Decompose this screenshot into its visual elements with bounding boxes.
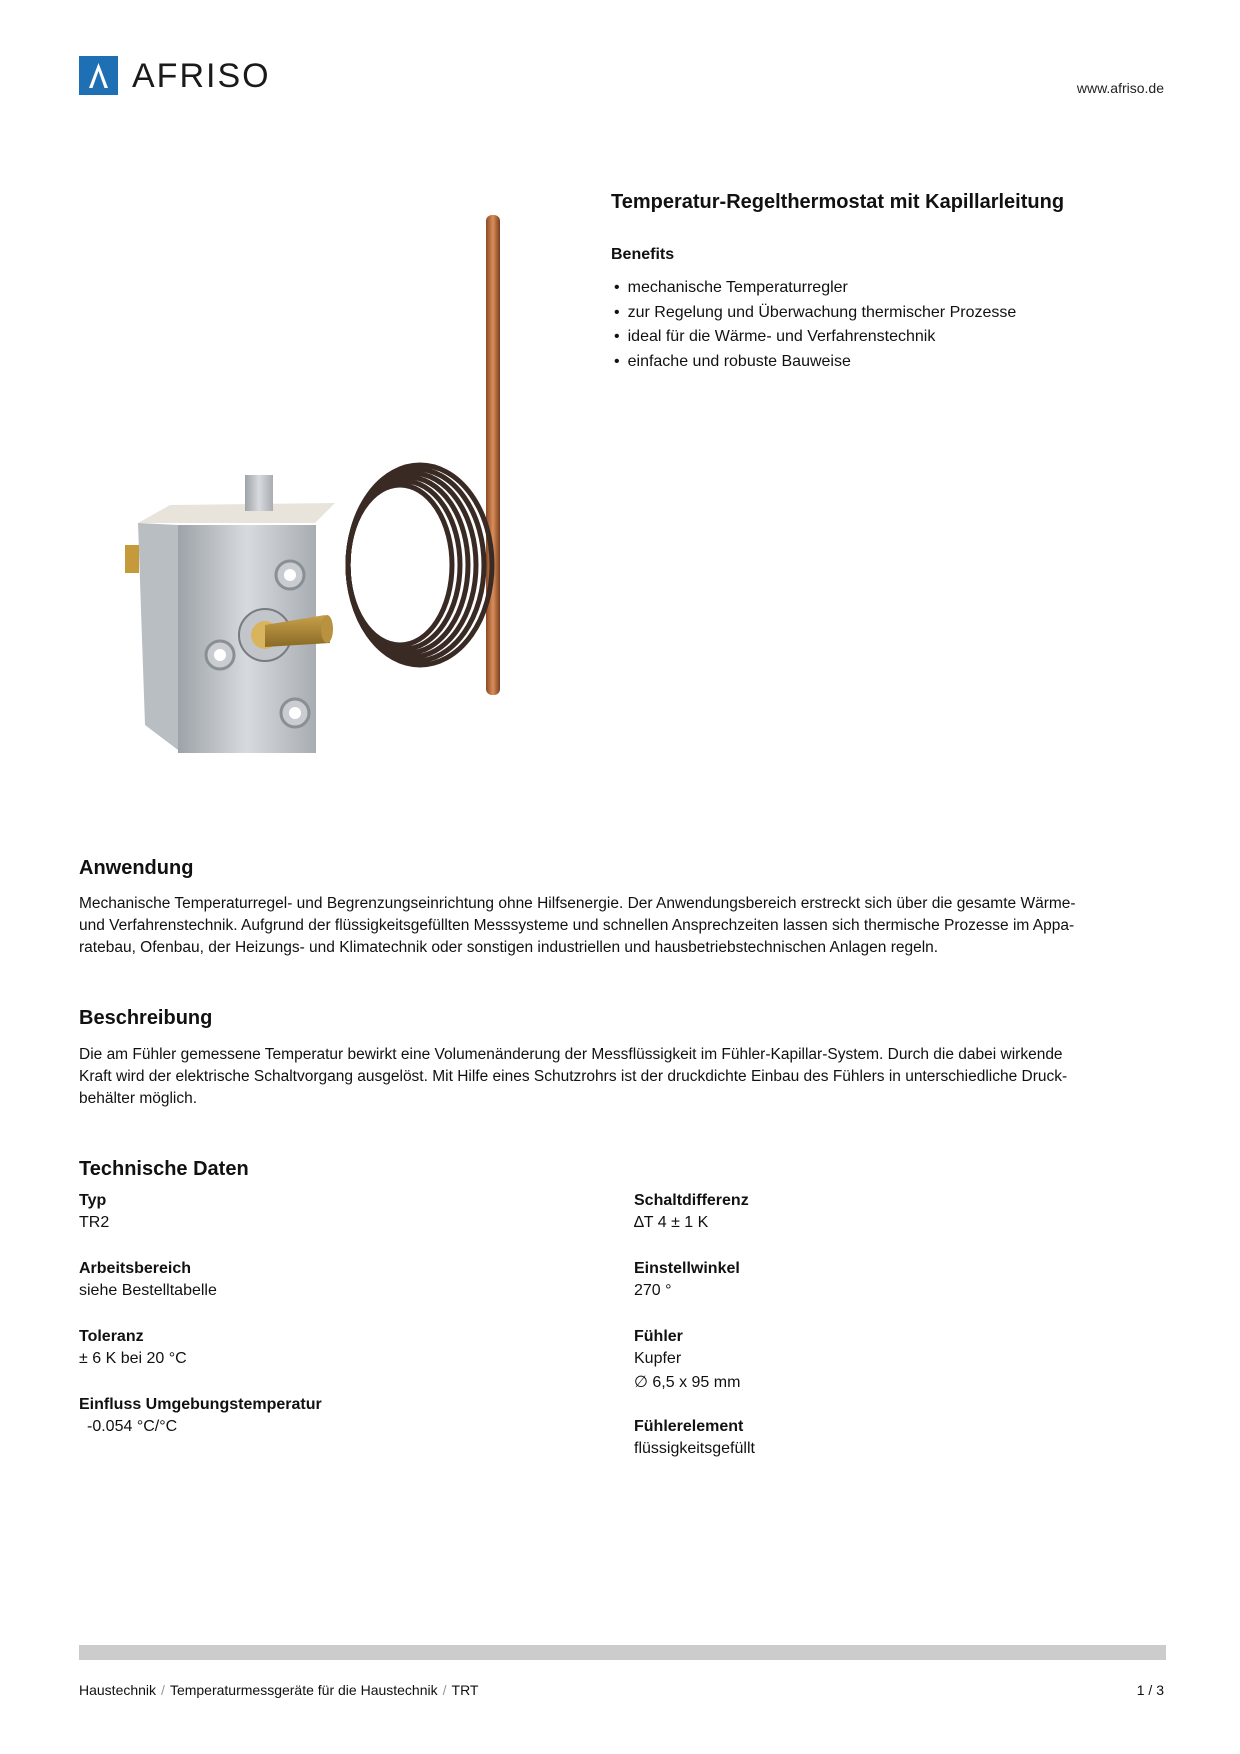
breadcrumb-item[interactable]: Temperaturmessgeräte für die Haustechnik <box>169 1682 438 1698</box>
anwendung-line: Mechanische Temperaturregel- und Begrenzungseinrichtung ohne Hilfsenergie. Der Anwendungsbereich erstreckt sich über die gesamte Wärme- <box>79 895 1076 912</box>
spec-value-arbeitsbereich: siehe Bestelltabelle <box>79 1282 217 1299</box>
benefit-item: • einfache und robuste Bauweise <box>614 350 1016 375</box>
product-image <box>120 205 520 765</box>
beschreibung-heading: Beschreibung <box>79 1007 213 1029</box>
spec-value-toleranz: ± 6 K bei 20 °C <box>79 1350 187 1367</box>
breadcrumb-item[interactable]: TRT <box>451 1682 479 1698</box>
product-title: Temperatur-Regelthermostat mit Kapillarleitung <box>611 191 1065 213</box>
benefits-heading: Benefits <box>611 246 675 263</box>
benefit-item: • zur Regelung und Überwachung thermischer Prozesse <box>614 301 1016 326</box>
technische-daten-heading: Technische Daten <box>79 1158 249 1180</box>
spec-label-schaltdifferenz: Schaltdifferenz <box>634 1192 749 1209</box>
anwendung-line: ratebau, Ofenbau, der Heizungs- und Klimatechnik oder sonstigen industriellen und hausbetriebstechnischen Anlagen regeln. <box>79 939 939 956</box>
page-number: 1 / 3 <box>1136 1682 1164 1698</box>
spec-label-arbeitsbereich: Arbeitsbereich <box>79 1260 192 1277</box>
benefit-item: • mechanische Temperaturregler <box>614 276 1016 301</box>
anwendung-line: und Verfahrenstechnik. Aufgrund der flüssigkeitsgefüllten Messsysteme und schnellen Ansprechzeiten lassen sich thermische Prozesse im Appa- <box>79 917 1075 934</box>
spec-label-einstellwinkel: Einstellwinkel <box>634 1260 740 1277</box>
breadcrumb-separator: / <box>161 1682 165 1698</box>
benefit-item: • ideal für die Wärme- und Verfahrenstechnik <box>614 325 1016 350</box>
spec-label-fuehlerelement: Fühlerelement <box>634 1418 744 1435</box>
spec-value-einstellwinkel: 270 ° <box>634 1282 672 1299</box>
spec-value-fuehler-material: Kupfer <box>634 1350 682 1367</box>
website-link[interactable]: www.afriso.de <box>1076 80 1164 96</box>
anwendung-heading: Anwendung <box>79 857 194 879</box>
breadcrumb-separator: / <box>442 1682 447 1698</box>
beschreibung-text <box>79 1044 1169 1110</box>
beschreibung-line: behälter möglich. <box>79 1090 198 1107</box>
spec-label-fuehler: Fühler <box>634 1328 683 1345</box>
spec-value-typ: TR2 <box>79 1214 110 1231</box>
footer-divider-bar <box>79 1645 1166 1660</box>
beschreibung-line: Kraft wird der elektrische Schaltvorgang ausgelöst. Mit Hilfe eines Schutzrohrs ist der druckdichte Einbau des Fühlers in unterschiedliche Druck- <box>79 1068 1068 1085</box>
spec-value-fuehlerelement: flüssigkeitsgefüllt <box>634 1440 755 1457</box>
spec-label-einfluss-umgebungstemperatur: Einfluss Umgebungstemperatur <box>79 1396 322 1413</box>
beschreibung-line: Die am Fühler gemessene Temperatur bewirkt eine Volumenänderung der Messflüssigkeit im Fühler-Kapillar-System. Durch die dabei wirkende <box>79 1046 1063 1063</box>
anwendung-text <box>79 893 1169 959</box>
spec-value-fuehler-dimension: ∅ 6,5 x 95 mm <box>634 1374 741 1391</box>
afriso-logo-mark-icon <box>79 56 118 95</box>
breadcrumb-item[interactable]: Haustechnik <box>79 1682 157 1698</box>
brand-name: AFRISO <box>132 56 271 95</box>
afriso-logo <box>79 56 271 95</box>
breadcrumb <box>79 1682 478 1698</box>
benefits-list <box>614 276 1016 374</box>
spec-label-toleranz: Toleranz <box>79 1328 144 1345</box>
spec-value-schaltdifferenz: ∆T 4 ± 1 K <box>634 1214 709 1231</box>
spec-value-einfluss-umgebungstemperatur: -0.054 °C/°C <box>87 1418 178 1435</box>
spec-label-typ: Typ <box>79 1192 107 1209</box>
